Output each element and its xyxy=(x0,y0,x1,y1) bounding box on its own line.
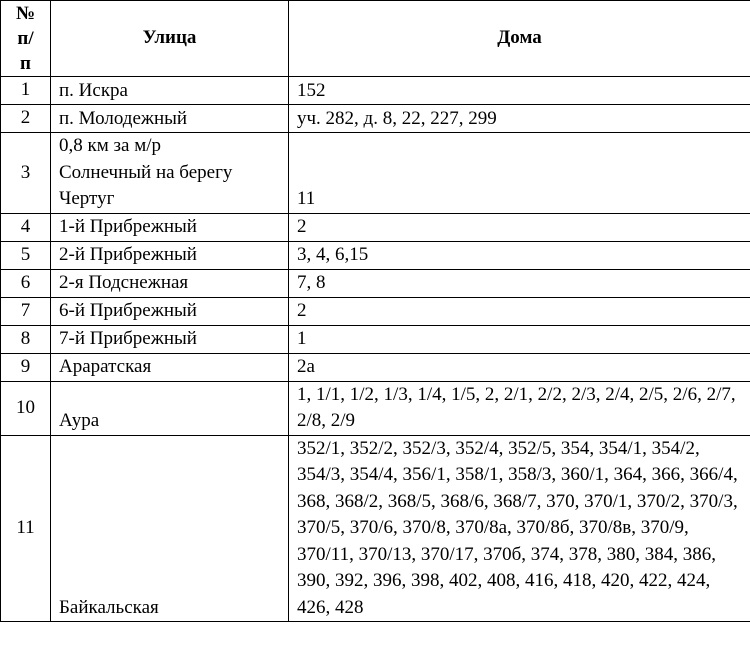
houses-cell: 7, 8 xyxy=(289,269,750,297)
column-header-number-line: № xyxy=(15,3,36,24)
table-row xyxy=(1,435,750,622)
table-row xyxy=(1,269,750,297)
column-header-number xyxy=(1,1,51,77)
street-cell: 7-й Прибрежный xyxy=(51,325,289,353)
table-row xyxy=(1,353,750,381)
column-header-number-line: п/ xyxy=(17,28,34,49)
street-cell: 2-й Прибрежный xyxy=(51,241,289,269)
houses-cell: 2 xyxy=(289,297,750,325)
houses-cell: 1, 1/1, 1/2, 1/3, 1/4, 1/5, 2, 2/1, 2/2, 2/3, 2/4, 2/5, 2/6, 2/7, 2/8, 2/9 xyxy=(289,381,750,435)
houses-cell: 2а xyxy=(289,353,750,381)
houses-cell: 2 xyxy=(289,213,750,241)
column-header-street: Улица xyxy=(51,1,289,77)
table-row xyxy=(1,297,750,325)
row-number: 9 xyxy=(1,353,51,381)
street-cell: п. Молодежный xyxy=(51,105,289,133)
street-line: Чертуг xyxy=(59,188,115,209)
street-cell: п. Искра xyxy=(51,77,289,105)
table-row xyxy=(1,381,750,435)
row-number: 11 xyxy=(1,435,51,622)
row-number: 8 xyxy=(1,325,51,353)
street-cell: Байкальская xyxy=(51,435,289,622)
houses-cell: 352/1, 352/2, 352/3, 352/4, 352/5, 354, 354/1, 354/2, 354/3, 354/4, 356/1, 358/1, 358/3, 360/1, 364, 366, 366/4, 368, 368/2, 368/5, 368/6, 368/7, 370, 370/1, 370/2, 370/3, 370/5, 370/6, 370/8, 370/8а, 370/8б, 370/8в, 370/9, 370/11, 370/13, 370/17, 370б, 374, 378, 380, 384, 386, 390, 392, 396, 398, 402, 408, 416, 418, 420, 422, 424, 426, 428 xyxy=(289,435,750,622)
table-header-row xyxy=(1,1,750,77)
street-line: Солнечный на берегу xyxy=(59,161,233,183)
row-number: 5 xyxy=(1,241,51,269)
houses-cell: 11 xyxy=(289,133,750,214)
street-cell: 6-й Прибрежный xyxy=(51,297,289,325)
street-cell: 2-я Подснежная xyxy=(51,269,289,297)
street-cell: Аура xyxy=(51,381,289,435)
row-number: 3 xyxy=(1,133,51,214)
street-cell: 1-й Прибрежный xyxy=(51,213,289,241)
column-header-houses: Дома xyxy=(289,1,750,77)
table-row xyxy=(1,241,750,269)
column-header-number-line: п xyxy=(20,53,31,74)
houses-cell: уч. 282, д. 8, 22, 227, 299 xyxy=(289,105,750,133)
row-number: 2 xyxy=(1,105,51,133)
houses-cell: 1 xyxy=(289,325,750,353)
row-number: 1 xyxy=(1,77,51,105)
houses-cell: 3, 4, 6,15 xyxy=(289,241,750,269)
table-row xyxy=(1,213,750,241)
table-row xyxy=(1,133,750,214)
street-cell: Араратская xyxy=(51,353,289,381)
table-row xyxy=(1,325,750,353)
row-number: 7 xyxy=(1,297,51,325)
row-number: 4 xyxy=(1,213,51,241)
table-row xyxy=(1,77,750,105)
houses-cell: 152 xyxy=(289,77,750,105)
row-number: 10 xyxy=(1,381,51,435)
table-row xyxy=(1,105,750,133)
street-line: 0,8 км за м/р xyxy=(59,135,161,156)
street-cell xyxy=(51,133,289,214)
row-number: 6 xyxy=(1,269,51,297)
